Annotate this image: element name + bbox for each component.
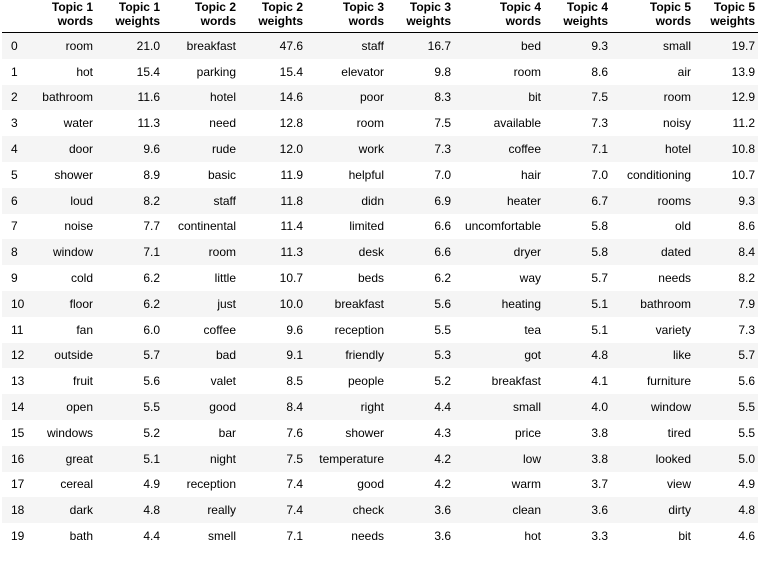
- topic-weight-cell: 3.6: [591, 503, 608, 518]
- topic-word-cell: bit: [528, 90, 541, 105]
- column-header-kind: words: [505, 14, 541, 28]
- topic-word-cell: bit: [678, 529, 691, 544]
- topic-weight-cell: 9.6: [286, 322, 303, 337]
- topic-word-cell: bar: [218, 425, 236, 440]
- topic-word-cell: temperature: [319, 451, 384, 466]
- topic-word-cell: limited: [349, 219, 384, 234]
- topic-word-cell: hot: [76, 64, 93, 79]
- topic-weight-cell: 4.9: [738, 477, 755, 492]
- table-row: [2, 523, 758, 549]
- table-row: [2, 33, 758, 59]
- column-header-topic: Topic 5: [713, 0, 755, 14]
- table-row: [2, 446, 758, 472]
- column-header-kind: words: [348, 14, 384, 28]
- table-row: [2, 136, 758, 162]
- topic-weight-cell: 6.2: [143, 271, 160, 286]
- column-header-topic: Topic 3: [342, 0, 384, 14]
- table-row: [2, 343, 758, 369]
- row-index: 15: [11, 425, 25, 440]
- topic-weight-cell: 12.8: [279, 116, 303, 131]
- table-row: [2, 110, 758, 136]
- column-header-kind: weights: [710, 14, 755, 28]
- topic-word-cell: clean: [512, 503, 541, 518]
- topic-weight-cell: 5.6: [434, 296, 451, 311]
- topic-word-cell: got: [524, 348, 541, 363]
- row-index: 2: [11, 90, 18, 105]
- column-header: [303, 0, 384, 33]
- topic-word-cell: windows: [46, 425, 93, 440]
- topic-word-cell: cold: [70, 271, 93, 286]
- topic-weight-cell: 4.9: [143, 477, 160, 492]
- topic-word-cell: hair: [520, 167, 541, 182]
- topic-weight-cell: 3.3: [591, 529, 608, 544]
- table-row: [2, 394, 758, 420]
- topic-weight-cell: 11.8: [280, 193, 303, 208]
- column-header: [541, 0, 608, 33]
- topic-weight-cell: 10.7: [279, 271, 303, 286]
- topic-word-cell: night: [209, 451, 236, 466]
- table-header: [2, 0, 758, 33]
- topic-word-cell: water: [63, 116, 93, 131]
- topic-weight-cell: 5.7: [591, 271, 608, 286]
- topic-word-cell: floor: [69, 296, 93, 311]
- topic-word-cell: hot: [524, 529, 541, 544]
- topic-weight-cell: 11.6: [137, 90, 160, 105]
- topic-word-cell: good: [357, 477, 384, 492]
- topic-word-cell: warm: [511, 477, 541, 492]
- topic-weight-cell: 5.5: [143, 400, 160, 415]
- topic-word-cell: people: [347, 374, 384, 389]
- row-index: 9: [11, 271, 18, 286]
- table-row: [2, 214, 758, 240]
- topic-weight-cell: 9.1: [286, 348, 303, 363]
- table-row: [2, 497, 758, 523]
- topic-word-cell: small: [662, 38, 691, 53]
- topic-word-cell: dated: [660, 245, 691, 260]
- topic-word-cell: looked: [655, 451, 691, 466]
- topic-weight-cell: 5.5: [434, 322, 451, 337]
- topic-word-cell: price: [514, 425, 541, 440]
- row-index: 8: [11, 245, 18, 260]
- topic-weight-cell: 4.0: [591, 400, 608, 415]
- column-header: [93, 0, 160, 33]
- topic-weight-cell: 4.4: [434, 400, 451, 415]
- table-row: [2, 291, 758, 317]
- topic-word-cell: great: [65, 451, 93, 466]
- topic-word-cell: helpful: [348, 167, 384, 182]
- topic-word-cell: tired: [667, 425, 691, 440]
- topic-weight-cell: 7.0: [434, 167, 451, 182]
- topic-weight-cell: 7.1: [286, 529, 303, 544]
- topic-weight-cell: 9.3: [738, 193, 755, 208]
- topic-weight-cell: 11.4: [280, 219, 303, 234]
- topic-weight-cell: 7.5: [286, 451, 303, 466]
- column-header: [160, 0, 236, 33]
- topic-weight-cell: 7.6: [286, 425, 303, 440]
- topic-word-cell: dirty: [668, 503, 691, 518]
- index-header: [2, 0, 36, 33]
- topic-weight-cell: 8.5: [286, 374, 303, 389]
- topic-word-cell: hotel: [209, 90, 236, 105]
- topic-weight-cell: 5.6: [143, 374, 160, 389]
- topic-word-cell: window: [650, 400, 691, 415]
- topic-word-cell: tea: [524, 322, 541, 337]
- topic-weight-cell: 8.2: [143, 193, 160, 208]
- column-header: [451, 0, 541, 33]
- topic-weight-cell: 5.2: [143, 425, 160, 440]
- topic-weight-cell: 6.0: [143, 322, 160, 337]
- topic-weight-cell: 4.8: [591, 348, 608, 363]
- topic-weight-cell: 4.8: [143, 503, 160, 518]
- topic-word-cell: fruit: [72, 374, 93, 389]
- topic-word-cell: breakfast: [334, 296, 384, 311]
- topic-word-cell: conditioning: [626, 167, 691, 182]
- row-index: 14: [11, 400, 25, 415]
- column-header-topic: Topic 2: [194, 0, 236, 14]
- row-index: 1: [11, 64, 18, 79]
- topic-word-cell: like: [672, 348, 691, 363]
- column-header-kind: words: [655, 14, 691, 28]
- table-row: [2, 265, 758, 291]
- topic-word-cell: valet: [210, 374, 236, 389]
- table-row: [2, 239, 758, 265]
- row-index: 19: [11, 529, 25, 544]
- topic-word-cell: hotel: [664, 142, 691, 157]
- topic-weight-cell: 6.9: [434, 193, 451, 208]
- topic-weight-cell: 7.0: [591, 167, 608, 182]
- topic-word-cell: continental: [177, 219, 236, 234]
- topic-weight-cell: 3.7: [591, 477, 608, 492]
- topic-word-cell: staff: [213, 193, 236, 208]
- column-header-topic: Topic 1: [51, 0, 93, 14]
- column-header: [691, 0, 758, 33]
- topic-word-cell: bathroom: [42, 90, 93, 105]
- row-index: 12: [11, 348, 25, 363]
- topic-word-cell: small: [512, 400, 541, 415]
- column-header-topic: Topic 4: [499, 0, 541, 14]
- table-row: [2, 162, 758, 188]
- table-row: [2, 472, 758, 498]
- topic-weight-cell: 6.2: [434, 271, 451, 286]
- topic-word-cell: dryer: [513, 245, 541, 260]
- table-row: [2, 368, 758, 394]
- topic-word-cell: beds: [357, 271, 384, 286]
- topic-word-cell: little: [214, 271, 236, 286]
- topic-word-cell: old: [674, 219, 691, 234]
- topic-word-cell: reception: [334, 322, 384, 337]
- table-body: [2, 33, 758, 549]
- topic-word-cell: coffee: [508, 142, 541, 157]
- topic-word-cell: door: [68, 142, 93, 157]
- topic-weight-cell: 7.5: [591, 90, 608, 105]
- topic-word-cell: variety: [655, 322, 691, 337]
- column-header-topic: Topic 3: [409, 0, 451, 14]
- topic-word-cell: noise: [64, 219, 93, 234]
- topic-weight-cell: 4.6: [738, 529, 755, 544]
- topic-weight-cell: 12.9: [731, 90, 755, 105]
- row-index: 17: [11, 477, 25, 492]
- topic-weight-cell: 7.3: [738, 322, 755, 337]
- column-header-kind: words: [57, 14, 93, 28]
- topic-weight-cell: 7.7: [143, 219, 160, 234]
- topic-weight-cell: 4.4: [143, 529, 160, 544]
- topic-word-cell: bed: [520, 38, 541, 53]
- topic-word-cell: right: [360, 400, 384, 415]
- topic-word-cell: view: [666, 477, 691, 492]
- topic-word-cell: breakfast: [491, 374, 541, 389]
- row-index: 11: [11, 322, 24, 337]
- topic-word-cell: staff: [361, 38, 384, 53]
- topic-word-cell: cereal: [60, 477, 93, 492]
- row-index: 0: [11, 38, 18, 53]
- topic-weight-cell: 8.4: [738, 245, 755, 260]
- topic-word-cell: heater: [506, 193, 541, 208]
- topic-word-cell: room: [65, 38, 93, 53]
- topic-weight-cell: 5.3: [434, 348, 451, 363]
- topic-word-cell: outside: [54, 348, 93, 363]
- topic-weight-cell: 6.6: [434, 219, 451, 234]
- topic-word-cell: window: [52, 245, 93, 260]
- column-header-kind: weights: [258, 14, 303, 28]
- topic-word-cell: available: [493, 116, 541, 131]
- topic-weight-cell: 11.2: [732, 116, 755, 131]
- topic-word-cell: heating: [501, 296, 541, 311]
- topic-weight-cell: 15.4: [136, 64, 160, 79]
- topic-weight-cell: 9.6: [143, 142, 160, 157]
- topic-word-cell: room: [663, 90, 691, 105]
- topic-weight-cell: 3.8: [591, 425, 608, 440]
- row-index: 18: [11, 503, 25, 518]
- topic-weights-table: [2, 0, 758, 549]
- topic-weight-cell: 8.4: [286, 400, 303, 415]
- topic-weight-cell: 7.4: [286, 477, 303, 492]
- column-header-kind: weights: [406, 14, 451, 28]
- column-header-kind: weights: [563, 14, 608, 28]
- row-index: 4: [11, 142, 18, 157]
- topic-word-cell: didn: [361, 193, 384, 208]
- topic-word-cell: bathroom: [640, 296, 691, 311]
- topic-weight-cell: 5.0: [738, 451, 755, 466]
- topic-word-cell: bath: [69, 529, 93, 544]
- topic-weight-cell: 9.3: [591, 38, 608, 53]
- column-header: [384, 0, 451, 33]
- topic-weight-cell: 4.2: [434, 451, 451, 466]
- topic-word-cell: noisy: [662, 116, 691, 131]
- topic-weight-cell: 5.6: [738, 374, 755, 389]
- topic-weight-cell: 7.3: [434, 142, 451, 157]
- topic-word-cell: poor: [359, 90, 384, 105]
- topic-word-cell: good: [209, 400, 236, 415]
- topic-weight-cell: 5.5: [738, 400, 755, 415]
- topic-word-cell: rude: [211, 142, 236, 157]
- topic-word-cell: furniture: [646, 374, 691, 389]
- topic-word-cell: reception: [186, 477, 236, 492]
- row-index: 3: [11, 116, 18, 131]
- topic-word-cell: room: [513, 64, 541, 79]
- topic-word-cell: needs: [658, 271, 691, 286]
- topic-weight-cell: 19.7: [731, 38, 755, 53]
- topic-word-cell: dark: [69, 503, 93, 518]
- topic-weight-cell: 5.1: [591, 322, 608, 337]
- topic-weight-cell: 3.8: [591, 451, 608, 466]
- topic-word-cell: room: [356, 116, 384, 131]
- topic-weight-cell: 4.8: [738, 503, 755, 518]
- topic-weight-cell: 5.8: [591, 219, 608, 234]
- topic-word-cell: just: [217, 296, 236, 311]
- column-header-topic: Topic 2: [261, 0, 303, 14]
- topic-weight-cell: 11.9: [280, 167, 303, 182]
- topic-weight-cell: 14.6: [279, 90, 303, 105]
- column-header: [236, 0, 303, 33]
- topic-weight-cell: 5.1: [591, 296, 608, 311]
- topic-weight-cell: 4.2: [434, 477, 451, 492]
- column-header: [36, 0, 93, 33]
- topic-weight-cell: 7.4: [286, 503, 303, 518]
- topic-weight-cell: 6.7: [591, 193, 608, 208]
- topic-weight-cell: 6.2: [143, 296, 160, 311]
- topic-word-cell: bad: [215, 348, 236, 363]
- topic-weight-cell: 11.3: [137, 116, 160, 131]
- topic-word-cell: breakfast: [186, 38, 236, 53]
- topic-weight-cell: 13.9: [731, 64, 755, 79]
- topic-weight-cell: 5.2: [434, 374, 451, 389]
- topic-word-cell: elevator: [341, 64, 384, 79]
- topic-weight-cell: 8.6: [738, 219, 755, 234]
- topic-weight-cell: 7.9: [738, 296, 755, 311]
- row-index: 5: [11, 167, 18, 182]
- topic-weight-cell: 8.2: [738, 271, 755, 286]
- topic-word-cell: coffee: [203, 322, 236, 337]
- topic-weight-cell: 7.5: [434, 116, 451, 131]
- topic-weight-cell: 9.8: [434, 64, 451, 79]
- row-index: 6: [11, 193, 18, 208]
- topic-weight-cell: 8.9: [143, 167, 160, 182]
- topic-weight-cell: 16.7: [427, 38, 451, 53]
- column-header-kind: weights: [115, 14, 160, 28]
- topic-weight-cell: 47.6: [279, 38, 303, 53]
- topic-weight-cell: 7.3: [591, 116, 608, 131]
- column-header-topic: Topic 4: [566, 0, 608, 14]
- topic-word-cell: friendly: [345, 348, 384, 363]
- topic-word-cell: way: [519, 271, 541, 286]
- topic-weight-cell: 4.1: [591, 374, 608, 389]
- topic-word-cell: loud: [70, 193, 93, 208]
- topic-weight-cell: 5.7: [143, 348, 160, 363]
- topic-weight-cell: 8.6: [591, 64, 608, 79]
- topic-weight-cell: 4.3: [434, 425, 451, 440]
- topic-weight-cell: 10.0: [279, 296, 303, 311]
- topic-weight-cell: 7.1: [591, 142, 608, 157]
- topic-word-cell: need: [209, 116, 236, 131]
- topic-weight-cell: 5.1: [143, 451, 160, 466]
- row-index: 7: [11, 219, 18, 234]
- topic-word-cell: air: [677, 64, 691, 79]
- topic-word-cell: check: [352, 503, 384, 518]
- topic-weight-cell: 11.3: [280, 245, 303, 260]
- topic-word-cell: work: [358, 142, 384, 157]
- topic-weight-cell: 12.0: [279, 142, 303, 157]
- header-row: [2, 0, 758, 33]
- topic-weight-cell: 5.5: [738, 425, 755, 440]
- topic-weight-cell: 6.6: [434, 245, 451, 260]
- topic-weight-cell: 8.3: [434, 90, 451, 105]
- table-row: [2, 85, 758, 111]
- topic-weight-cell: 10.8: [731, 142, 755, 157]
- column-header-kind: words: [200, 14, 236, 28]
- topic-word-cell: open: [66, 400, 93, 415]
- topic-word-cell: parking: [196, 64, 236, 79]
- row-index: 10: [11, 296, 25, 311]
- topic-word-cell: uncomfortable: [464, 219, 541, 234]
- table-row: [2, 59, 758, 85]
- topic-word-cell: desk: [358, 245, 384, 260]
- topic-word-cell: really: [207, 503, 236, 518]
- topic-word-cell: shower: [345, 425, 384, 440]
- column-header-topic: Topic 1: [118, 0, 160, 14]
- table-row: [2, 188, 758, 214]
- column-header: [608, 0, 691, 33]
- topic-word-cell: smell: [207, 529, 236, 544]
- topic-weight-cell: 10.7: [731, 167, 755, 182]
- topic-weight-cell: 3.6: [434, 503, 451, 518]
- topic-weight-cell: 5.7: [738, 348, 755, 363]
- table-row: [2, 317, 758, 343]
- topic-weight-cell: 3.6: [434, 529, 451, 544]
- topic-word-cell: low: [522, 451, 541, 466]
- row-index: 13: [11, 374, 25, 389]
- topic-weight-cell: 21.0: [136, 38, 160, 53]
- topic-weight-cell: 15.4: [279, 64, 303, 79]
- topic-word-cell: fan: [76, 322, 93, 337]
- column-header-topic: Topic 5: [649, 0, 691, 14]
- topic-word-cell: shower: [54, 167, 93, 182]
- row-index: 16: [11, 451, 25, 466]
- topic-word-cell: needs: [351, 529, 384, 544]
- topic-weight-cell: 5.8: [591, 245, 608, 260]
- topic-word-cell: basic: [207, 167, 236, 182]
- topic-word-cell: rooms: [657, 193, 691, 208]
- topic-weight-cell: 7.1: [143, 245, 160, 260]
- topic-word-cell: room: [208, 245, 236, 260]
- table-row: [2, 420, 758, 446]
